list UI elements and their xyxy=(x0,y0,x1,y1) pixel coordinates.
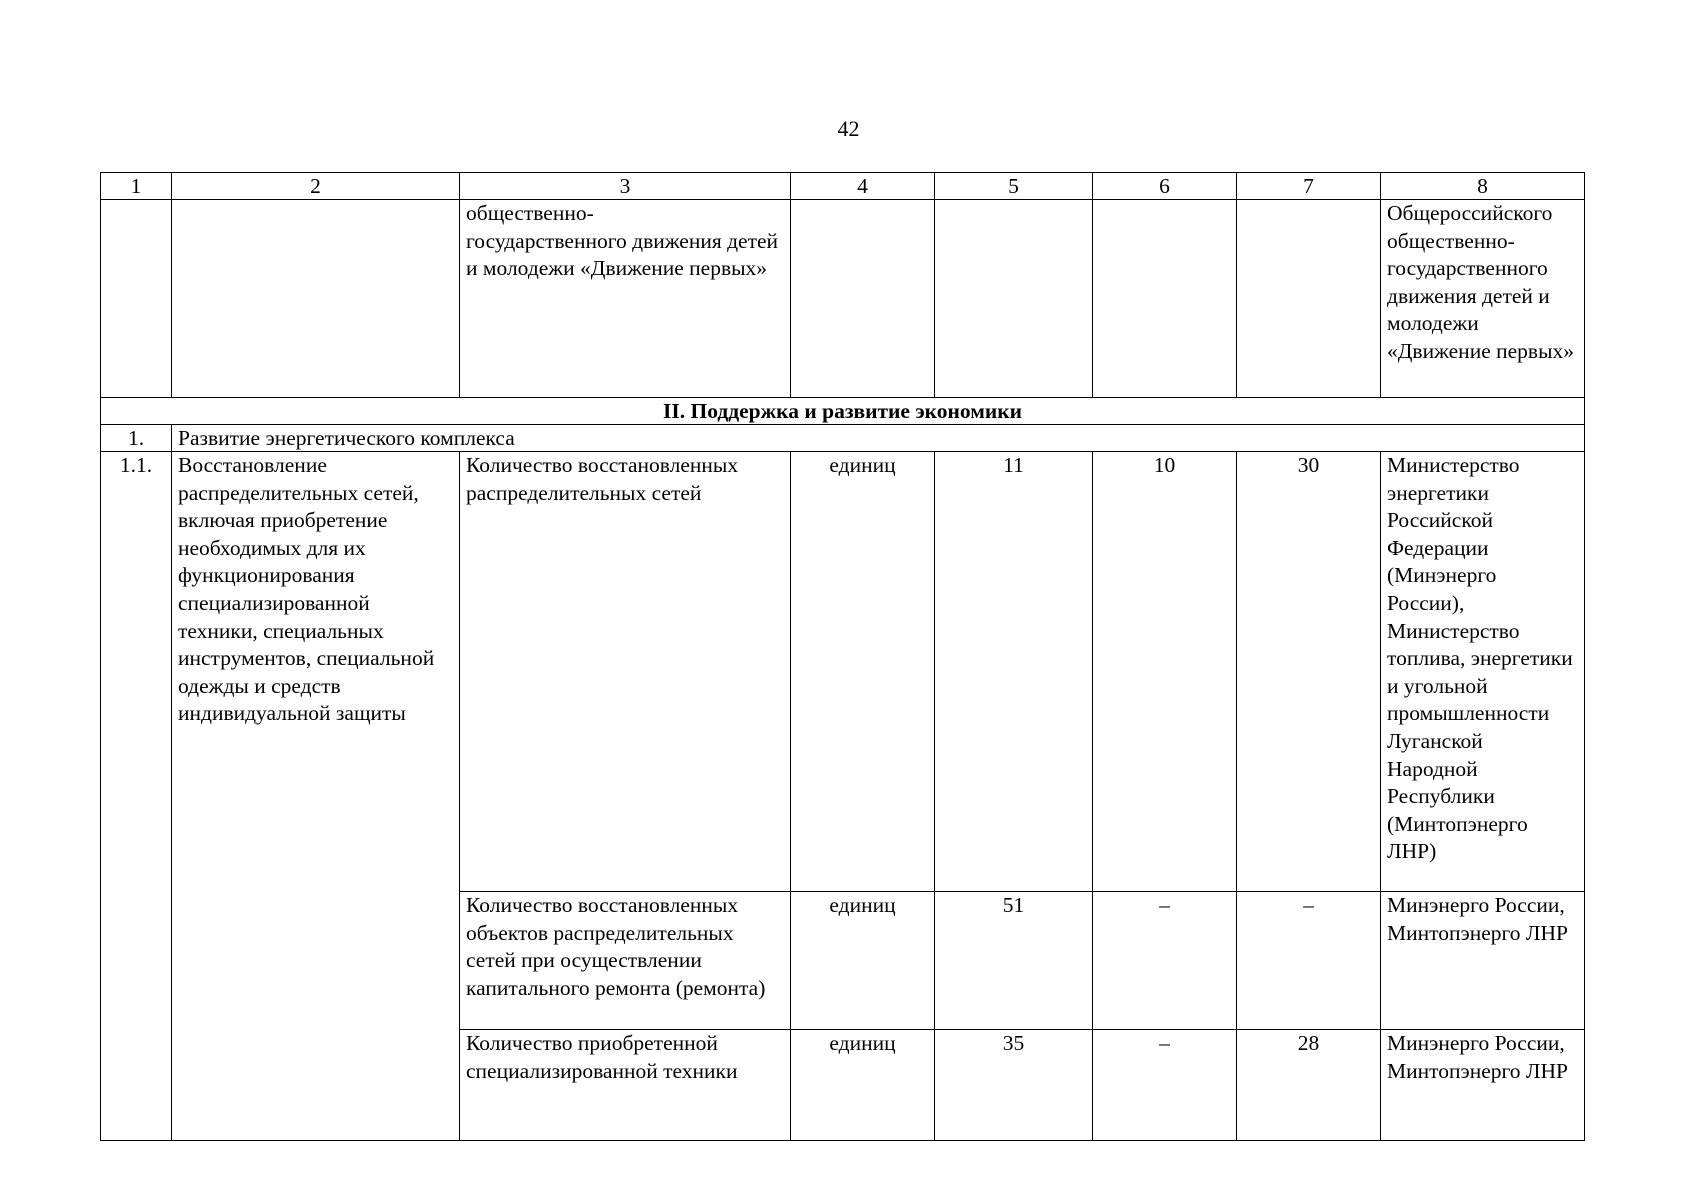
unit-cell: единиц xyxy=(791,892,935,1030)
subsection-number: 1. xyxy=(101,425,172,452)
value-cell: 10 xyxy=(1093,452,1237,892)
section-row xyxy=(101,398,1585,425)
header-cell: 7 xyxy=(1237,173,1381,200)
value-cell: – xyxy=(1237,892,1381,1030)
value-cell: 11 xyxy=(935,452,1093,892)
indicator-cell: Количество восстановленных распределительных сетей xyxy=(460,452,791,892)
empty-cell xyxy=(1093,200,1237,398)
header-row xyxy=(101,173,1585,200)
responsible-cell: Минэнерго России, Минтопэнерго ЛНР xyxy=(1381,892,1585,1030)
empty-cell xyxy=(101,200,172,398)
empty-cell xyxy=(791,200,935,398)
item-number: 1.1. xyxy=(101,452,172,1141)
value-cell: – xyxy=(1093,1030,1237,1141)
header-cell: 4 xyxy=(791,173,935,200)
item-name: Восстановление распределительных сетей, включая приобретение необходимых для их функционирования специализированной техники, специальных инструментов, специальной одежды и средств индивидуальной защиты xyxy=(172,452,460,1141)
value-cell: 51 xyxy=(935,892,1093,1030)
header-cell: 1 xyxy=(101,173,172,200)
continuation-row xyxy=(101,200,1585,398)
indicator-cell: Количество приобретенной специализированной техники xyxy=(460,1030,791,1141)
empty-cell xyxy=(935,200,1093,398)
value-cell: 35 xyxy=(935,1030,1093,1141)
indicators-table xyxy=(100,172,1585,1141)
responsible-cell: Минэнерго России, Минтопэнерго ЛНР xyxy=(1381,1030,1585,1141)
item-row xyxy=(101,452,1585,892)
header-cell: 2 xyxy=(172,173,460,200)
header-cell: 3 xyxy=(460,173,791,200)
empty-cell xyxy=(172,200,460,398)
subsection-title: Развитие энергетического комплекса xyxy=(172,425,1585,452)
value-cell: – xyxy=(1093,892,1237,1030)
indicator-cell: Количество восстановленных объектов распределительных сетей при осуществлении капитального ремонта (ремонта) xyxy=(460,892,791,1030)
continuation-responsible: Общероссийского общественно-государственного движения детей и молодежи «Движение первых» xyxy=(1381,200,1585,398)
value-cell: 30 xyxy=(1237,452,1381,892)
unit-cell: единиц xyxy=(791,452,935,892)
continuation-indicator: общественно- государственного движения детей и молодежи «Движение первых» xyxy=(460,200,791,398)
section-title: II. Поддержка и развитие экономики xyxy=(101,398,1585,425)
page-number: 42 xyxy=(837,116,860,141)
empty-cell xyxy=(1237,200,1381,398)
subsection-row xyxy=(101,425,1585,452)
value-cell: 28 xyxy=(1237,1030,1381,1141)
header-cell: 5 xyxy=(935,173,1093,200)
unit-cell: единиц xyxy=(791,1030,935,1141)
header-cell: 8 xyxy=(1381,173,1585,200)
header-cell: 6 xyxy=(1093,173,1237,200)
responsible-cell: Министерство энергетики Российской Федерации (Минэнерго России), Министерство топлива, энергетики и угольной промышленности Луганской Народной Республики (Минтопэнерго ЛНР) xyxy=(1381,452,1585,892)
